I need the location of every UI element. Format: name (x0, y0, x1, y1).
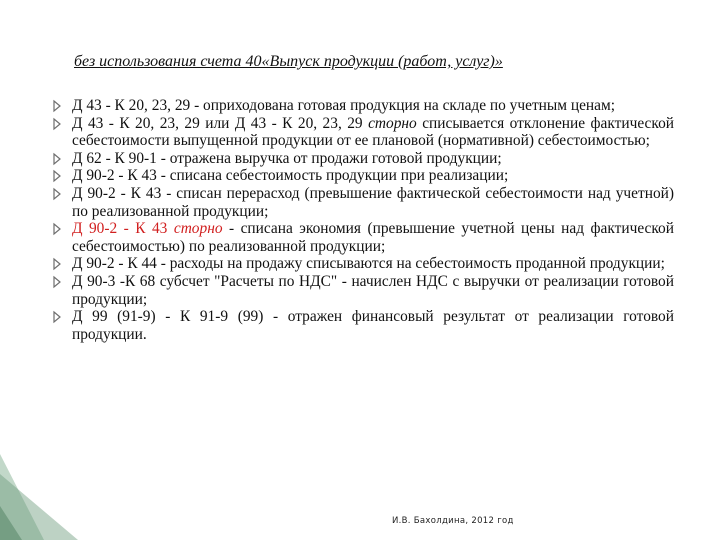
posting-item (46, 273, 674, 308)
posting-text: Д 90-2 - К 43 - списана себестоимость продукции при реализации; (72, 167, 509, 185)
triangle-bullet-icon (52, 310, 62, 324)
posting-text: Д 99 (91-9) - К 91-9 (99) - отражен финансовый результат от реализации готовой продукции. (72, 308, 674, 343)
triangle-bullet-icon (52, 99, 62, 113)
triangle-bullet-icon (52, 152, 62, 166)
triangle-bullet-icon (52, 275, 62, 289)
triangle-bullet-icon (52, 169, 62, 183)
posting-text: Д 90-2 - К 44 - расходы на продажу списываются на себестоимость проданной продукции; (72, 255, 665, 273)
storno-term: сторно (173, 220, 223, 238)
posting-item (46, 220, 674, 255)
posting-item (46, 97, 674, 115)
posting-text: Д 62 - К 90-1 - отражена выручка от продажи готовой продукции; (72, 149, 502, 167)
author-footer: И.В. Бахолдина, 2012 год (392, 516, 514, 526)
posting-text: списывается отклонение фактической себестоимости выпущенной продукции от ее плановой (нормативной) себестоимостью; (72, 114, 674, 150)
posting-list (46, 97, 674, 343)
storno-term: сторно (368, 114, 417, 132)
posting-text: Д 90-2 - К 43 - списан перерасход (превышение фактической себестоимости над учетной) по реализованной продукции; (72, 184, 674, 220)
posting-text: Д 90-3 -К 68 субсчет "Расчеты по НДС" - начислен НДС с выручки от реализации готовой продукции; (72, 272, 674, 308)
posting-text: Д 43 - К 20, 23, 29 или Д 43 - К 20, 23, 29 (72, 114, 369, 132)
posting-item (46, 308, 674, 343)
posting-item (46, 115, 674, 150)
triangle-bullet-icon (52, 222, 62, 236)
slide-heading: без использования счета 40«Выпуск продукции (работ, услуг)» (74, 53, 503, 70)
triangle-bullet-icon (52, 187, 62, 201)
posting-text: Д 90-2 - К 43 (72, 220, 174, 238)
posting-item (46, 150, 674, 168)
posting-item (46, 185, 674, 220)
decorative-corner-shapes (0, 448, 720, 540)
posting-item (46, 255, 674, 273)
posting-item (46, 167, 674, 185)
posting-text: - списана экономия (превышение учетной цены над фактической себестоимостью) по реализованной продукции; (72, 220, 674, 255)
triangle-bullet-icon (52, 117, 62, 131)
triangle-bullet-icon (52, 257, 62, 271)
posting-text: Д 43 - К 20, 23, 29 - оприходована готовая продукция на складе по учетным ценам; (72, 97, 615, 114)
